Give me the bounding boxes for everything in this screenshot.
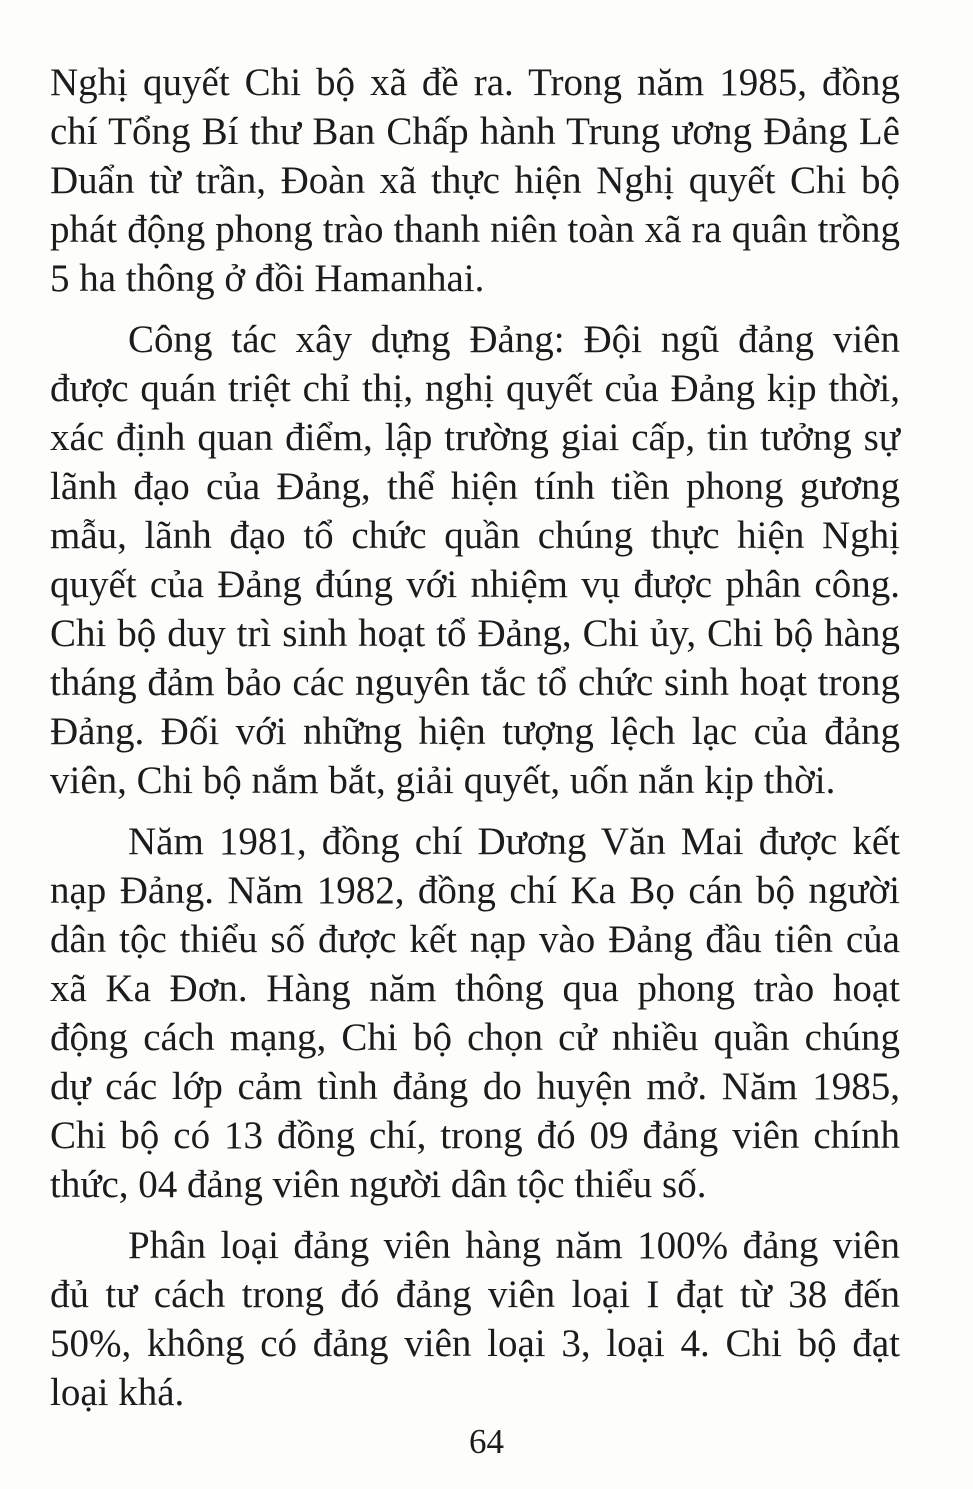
paragraph-party-admission: Năm 1981, đồng chí Dương Văn Mai được kết nạp Đảng. Năm 1982, đồng chí Ka Bọ cán bộ người dân tộc thiểu số được kết nạp vào Đảng đầu tiên của xã Ka Đơn. Hàng năm thông qua phong trào hoạt động cách mạng, Chi bộ chọn cử nhiều quần chúng dự các lớp cảm tình đảng do huyện mở. Năm 1985, Chi bộ có 13 đồng chí, trong đó 09 đảng viên chính thức, 04 đảng viên người dân tộc thiểu số. <box>50 820 900 1206</box>
body-text <box>50 58 900 1429</box>
page-number: 64 <box>469 1422 504 1461</box>
paragraph-member-classification: Phân loại đảng viên hàng năm 100% đảng viên đủ tư cách trong đó đảng viên loại I đạt từ 38 đến 50%, không có đảng viên loại 3, loại 4. Chi bộ đạt loại khá. <box>50 1224 900 1414</box>
paragraph-continuation: Nghị quyết Chi bộ xã đề ra. Trong năm 1985, đồng chí Tổng Bí thư Ban Chấp hành Trung ương Đảng Lê Duẩn từ trần, Đoàn xã thực hiện Nghị quyết Chi bộ phát động phong trào thanh niên toàn xã ra quân trồng 5 ha thông ở đồi Hamanhai. <box>50 61 900 300</box>
paragraph-party-building: Công tác xây dựng Đảng: Đội ngũ đảng viên được quán triệt chỉ thị, nghị quyết của Đảng kịp thời, xác định quan điểm, lập trường giai cấp, tin tưởng sự lãnh đạo của Đảng, thể hiện tính tiền phong gương mẫu, lãnh đạo tổ chức quần chúng thực hiện Nghị quyết của Đảng đúng với nhiệm vụ được phân công. Chi bộ duy trì sinh hoạt tổ Đảng, Chi ủy, Chi bộ hàng tháng đảm bảo các nguyên tắc tổ chức sinh hoạt trong Đảng. Đối với những hiện tượng lệch lạc của đảng viên, Chi bộ nắm bắt, giải quyết, uốn nắn kịp thời. <box>50 318 900 802</box>
